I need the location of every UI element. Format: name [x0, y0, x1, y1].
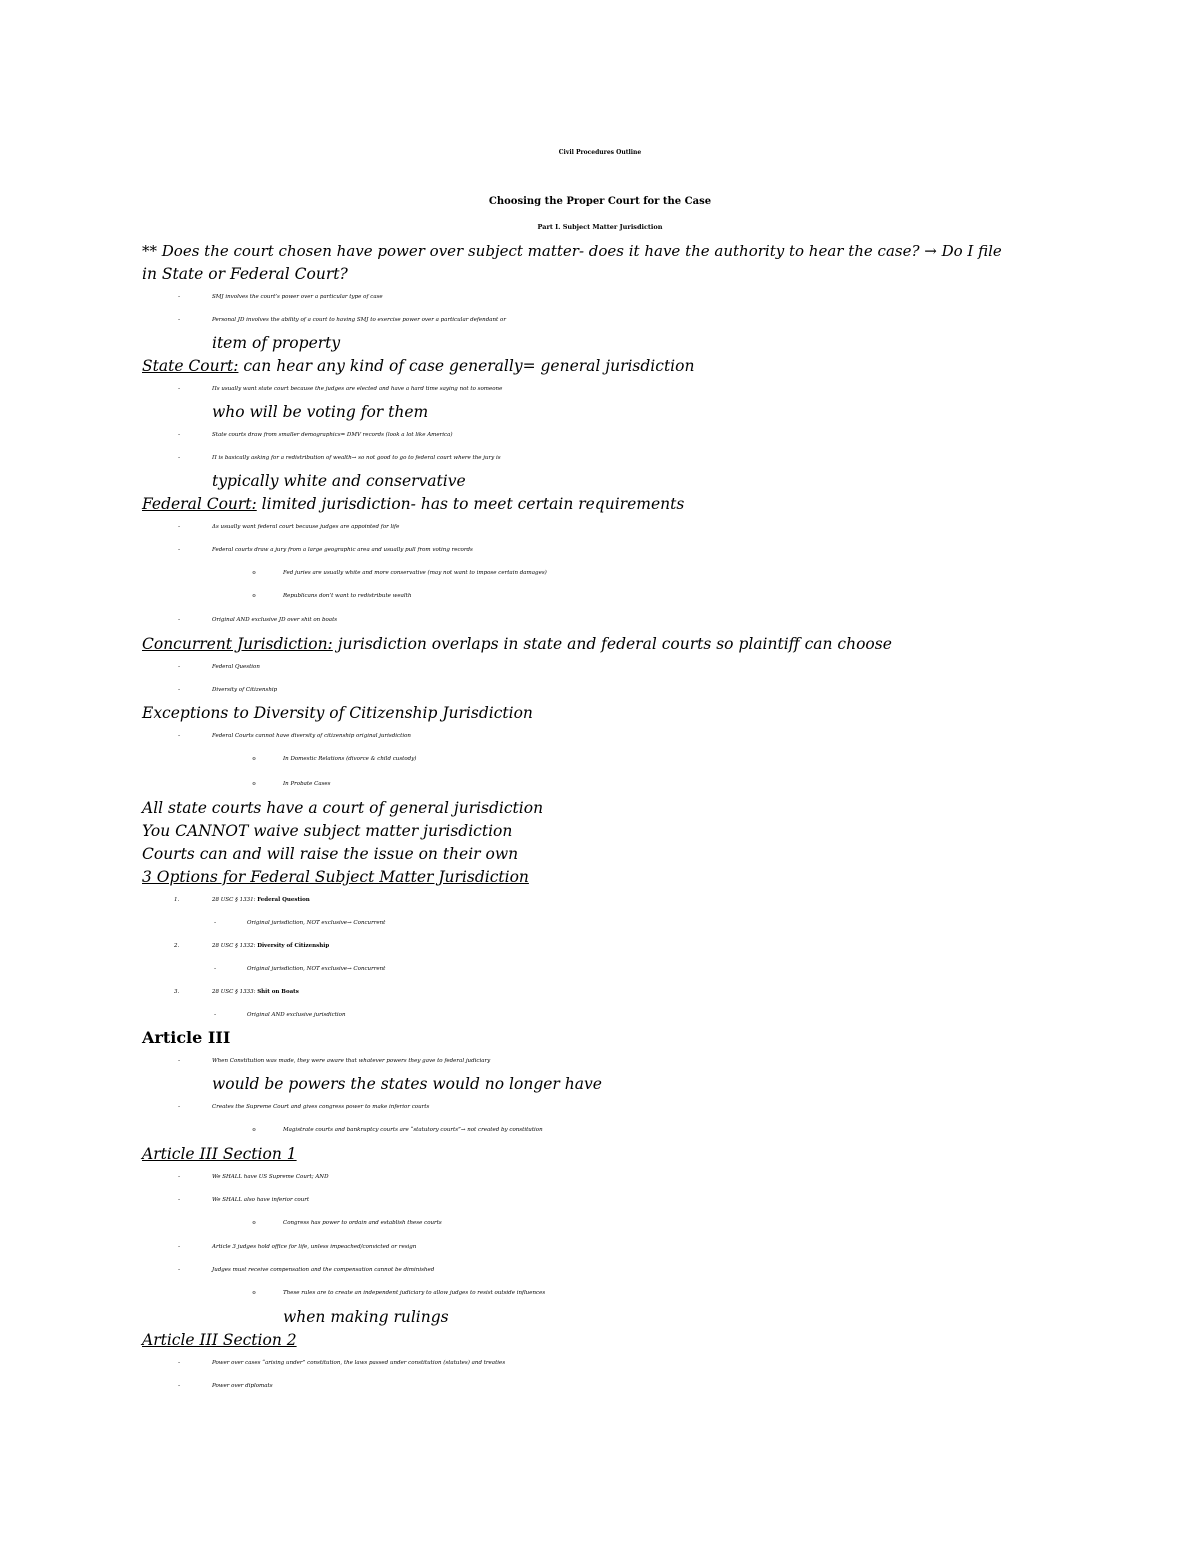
- dash-bullet: -: [178, 455, 180, 461]
- list-item-text: Fed juries are usually white and more conservative (may not want to impose certain damages): [283, 570, 547, 576]
- list-item-text: Personal JD involves the ability of a court to having SMJ to exercise power over a particular defendant or: [212, 317, 506, 323]
- dash-bullet: -: [178, 733, 180, 739]
- dash-bullet: -: [178, 664, 180, 670]
- section1-heading: Article III Section 1: [142, 1145, 297, 1163]
- list-item-text: Creates the Supreme Court and gives congress power to make inferior courts: [212, 1104, 430, 1110]
- dash-bullet: -: [214, 920, 216, 926]
- part-heading: Part I. Subject Matter Jurisdiction: [537, 223, 663, 231]
- list-item-text: Judges must receive compensation and the compensation cannot be diminished: [212, 1267, 435, 1273]
- list-item-text: Original AND exclusive jurisdiction: [247, 1012, 346, 1018]
- plain-line: You CANNOT waive subject matter jurisdiction: [142, 822, 513, 840]
- list-item-text: Power over diplomats: [212, 1383, 273, 1389]
- list-item-continuation: when making rulings: [283, 1308, 449, 1326]
- dash-bullet: -: [178, 617, 180, 623]
- statute-code: 28 USC § 1331:: [212, 897, 258, 903]
- dash-bullet: -: [178, 1197, 180, 1203]
- statute-code: 28 USC § 1332:: [212, 943, 258, 949]
- list-item-text: We SHALL have US Supreme Court; AND: [212, 1174, 329, 1180]
- plain-line: Courts can and will raise the issue on their own: [142, 845, 519, 863]
- dash-bullet: -: [178, 687, 180, 693]
- dash-bullet: -: [178, 1360, 180, 1366]
- dash-bullet: -: [214, 966, 216, 972]
- circle-bullet: o: [252, 756, 256, 762]
- options-heading: 3 Options for Federal Subject Matter Jurisdiction: [142, 868, 529, 886]
- item-number: 2.: [174, 943, 180, 949]
- intro-line: in State or Federal Court?: [142, 265, 348, 283]
- circle-bullet: o: [252, 1220, 256, 1226]
- statute-name: Federal Question: [257, 897, 310, 903]
- circle-bullet: o: [252, 1290, 256, 1296]
- dash-bullet: -: [178, 317, 180, 323]
- list-item-text: Original jurisdiction, NOT exclusive→ Concurrent: [247, 966, 386, 972]
- dash-bullet: -: [178, 432, 180, 438]
- federal-court-line: [142, 493, 684, 515]
- item-number: 1.: [174, 897, 180, 903]
- list-item-text: Δs usually want federal court because judges are appointed for life: [212, 524, 400, 530]
- dash-bullet: -: [178, 1267, 180, 1273]
- exceptions-heading: Exceptions to Diversity of Citizenship Jurisdiction: [142, 704, 533, 722]
- circle-bullet: o: [252, 593, 256, 599]
- plain-line: All state courts have a court of general jurisdiction: [142, 799, 544, 817]
- list-item-text: Article 3 judges hold office for life, unless impeached/convicted or resign: [212, 1244, 417, 1250]
- dash-bullet: -: [214, 1012, 216, 1018]
- list-item-text: Republicans don’t want to redistribute wealth: [283, 593, 412, 599]
- list-item-text: Πs usually want state court because the judges are elected and have a hard time saying not to someone: [212, 386, 503, 392]
- list-item-continuation: typically white and conservative: [212, 472, 466, 490]
- intro-line: ** Does the court chosen have power over subject matter- does it have the authority to hear the case? → Do I file: [142, 242, 1002, 260]
- dash-bullet: -: [178, 1244, 180, 1250]
- list-item-text: Π is basically asking for a redistribution of wealth→ so not good to go to federal court where the jury is: [212, 455, 501, 461]
- list-item-text: These rules are to create an independent judiciary to allow judges to resist outside influences: [283, 1290, 546, 1296]
- list-item-continuation: who will be voting for them: [212, 403, 429, 421]
- dash-bullet: -: [178, 524, 180, 530]
- list-item-continuation: item of property: [212, 334, 341, 352]
- section-label: Federal Court:: [142, 495, 257, 513]
- list-item-text: Federal courts draw a jury from a large geographic area and usually pull from voting records: [212, 547, 473, 553]
- list-item-text: In Probate Cases: [283, 781, 331, 787]
- circle-bullet: o: [252, 1127, 256, 1133]
- dash-bullet: -: [178, 1104, 180, 1110]
- main-heading: Choosing the Proper Court for the Case: [488, 196, 712, 207]
- circle-bullet: o: [252, 781, 256, 787]
- list-item-text: Federal Courts cannot have diversity of citizenship original jurisdiction: [212, 733, 411, 739]
- section-label: State Court:: [142, 357, 239, 375]
- list-item-text: When Constitution was made, they were aware that whatever powers they gave to federal judiciary: [212, 1058, 491, 1064]
- section-text: jurisdiction overlaps in state and federal courts so plaintiff can choose: [332, 635, 892, 653]
- list-item-text: Original jurisdiction, NOT exclusive→ Concurrent: [247, 920, 386, 926]
- circle-bullet: o: [252, 570, 256, 576]
- doc-title: Civil Procedures Outline: [558, 149, 642, 156]
- list-item-text: Diversity of Citizenship: [212, 687, 278, 693]
- dash-bullet: -: [178, 1383, 180, 1389]
- list-item-text: Power over cases “arising under” constitution, the laws passed under constitution (statutes) and treaties: [212, 1360, 506, 1366]
- section-text: limited jurisdiction- has to meet certain requirements: [256, 495, 685, 513]
- section2-heading: Article III Section 2: [142, 1331, 297, 1349]
- list-item-continuation: would be powers the states would no longer have: [212, 1075, 602, 1093]
- section-label: Concurrent Jurisdiction:: [142, 635, 333, 653]
- state-court-line: [142, 355, 694, 377]
- dash-bullet: -: [178, 386, 180, 392]
- dash-bullet: -: [178, 547, 180, 553]
- list-item-text: Congress has power to ordain and establish these courts: [283, 1220, 442, 1226]
- list-item-text: Original AND exclusive JD over shit on boats: [212, 617, 338, 623]
- statute-name: Diversity of Citizenship: [257, 943, 330, 949]
- statute-code: 28 USC § 1333:: [212, 989, 258, 995]
- list-item-text: Magistrate courts and bankruptcy courts are “statutory courts”→ not created by constitution: [283, 1127, 543, 1133]
- dash-bullet: -: [178, 1174, 180, 1180]
- list-item-text: State courts draw from smaller demographics= DMV records (look a lot like America): [212, 432, 453, 438]
- article3-heading: Article III: [142, 1028, 231, 1047]
- list-item-text: We SHALL also have inferior court: [212, 1197, 310, 1203]
- dash-bullet: -: [178, 294, 180, 300]
- list-item-text: SMJ involves the court’s power over a particular type of case: [212, 294, 383, 300]
- list-item-text: Federal Question: [212, 664, 260, 670]
- dash-bullet: -: [178, 1058, 180, 1064]
- item-number: 3.: [174, 989, 180, 995]
- statute-name: Shit on Boats: [257, 989, 299, 995]
- section-text: can hear any kind of case generally= general jurisdiction: [238, 357, 695, 375]
- concurrent-line: [142, 633, 892, 655]
- list-item-text: In Domestic Relations (divorce & child custody): [283, 756, 417, 762]
